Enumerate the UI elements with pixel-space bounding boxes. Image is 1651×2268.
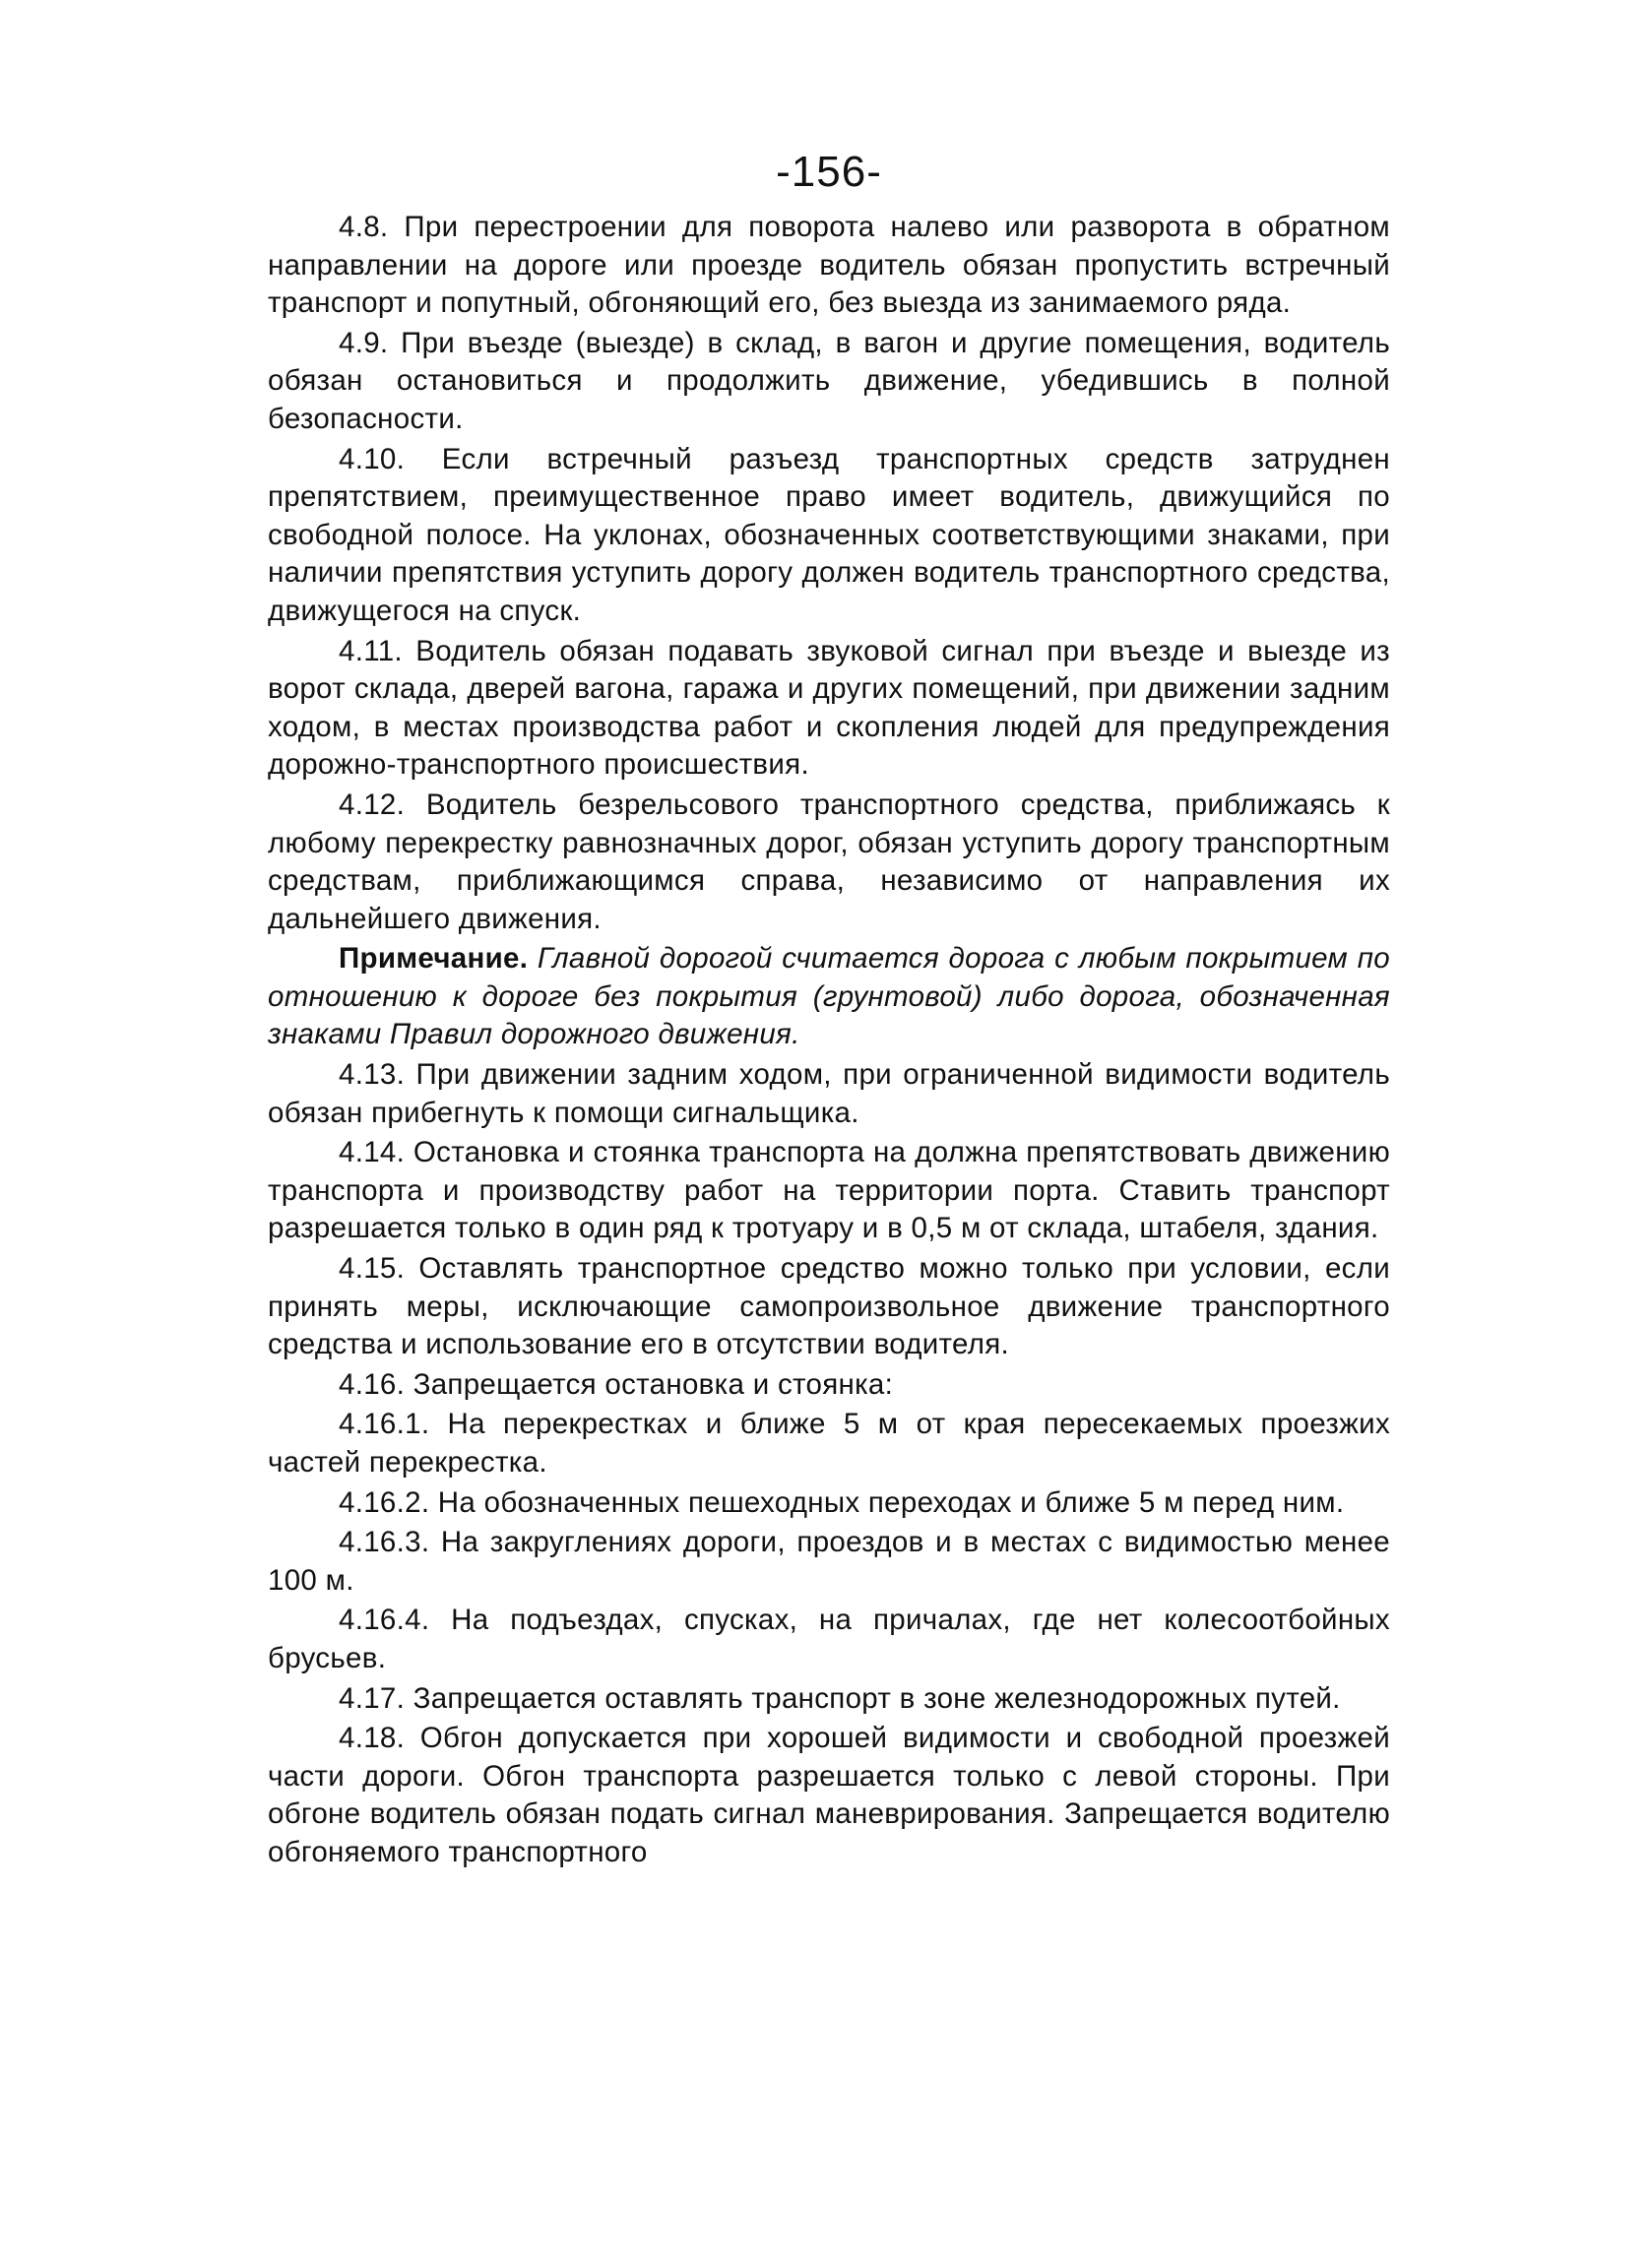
paragraph-4-9: 4.9. При въезде (выезде) в склад, в вагон и другие помещения, водитель обязан остановиться и продолжить движение, убедившись в полной безопасности. [268, 326, 1390, 435]
paragraph-4-10: 4.10. Если встречный разъезд транспортных средств затруднен препятствием, преимущественное право имеет водитель, движущийся по свободной полосе. На уклонах, обозначенных соответствующими знаками, при наличии препятствия уступить дорогу должен водитель транспортного средства, движущегося на спуск. [268, 442, 1390, 627]
note-text: Главной дорогой считается дорога с любым покрытием по отношению к дороге без покрытия (грунтовой) либо дорога, обозначенная знаками Правил дорожного движения. [268, 942, 1390, 1051]
paragraph-4-12: 4.12. Водитель безрельсового транспортного средства, приближаясь к любому перекрестку равнозначных дорог, обязан уступить дорогу транспортным средствам, приближающимся справа, независимо от направления их дальнейшего движения. [268, 788, 1390, 935]
page-number: -156- [776, 148, 882, 196]
paragraph-4-13: 4.13. При движении задним ходом, при ограниченной видимости водитель обязан прибегнуть к помощи сигнальщика. [268, 1058, 1390, 1129]
document-page [268, 148, 1390, 1874]
paragraph-4-17: 4.17. Запрещается оставлять транспорт в зоне железнодорожных путей. [339, 1681, 1341, 1715]
paragraph-4-16: 4.16. Запрещается остановка и стоянка: [339, 1367, 894, 1401]
paragraph-4-16-2: 4.16.2. На обозначенных пешеходных переходах и ближе 5 м перед ним. [339, 1485, 1345, 1519]
paragraph-4-14: 4.14. Остановка и стоянка транспорта на должна препятствовать движению транспорта и производству работ на территории порта. Ставить транспорт разрешается только в один ряд к тротуару и в 0,5 м от склада, штабеля, здания. [268, 1136, 1390, 1245]
paragraph-4-11: 4.11. Водитель обязан подавать звуковой сигнал при въезде и выезде из ворот склада, дверей вагона, гаража и других помещений, при движении задним ходом, в местах производства работ и скопления людей для предупреждения дорожно-транспортного происшествия. [268, 634, 1390, 782]
paragraph-4-15: 4.15. Оставлять транспортное средство можно только при условии, если принять меры, исключающие самопроизвольное движение транспортного средства и использование его в отсутствии водителя. [268, 1252, 1390, 1361]
note-label: Примечание. [339, 942, 529, 976]
paragraph-4-16-4: 4.16.4. На подъездах, спусках, на причалах, где нет колесоотбойных брусьев. [268, 1604, 1390, 1674]
paragraph-4-8: 4.8. При перестроении для поворота налево или разворота в обратном направлении на дороге или проезде водитель обязан пропустить встречный транспорт и попутный, обгоняющий его, без выезда из занимаемого ряда. [268, 211, 1390, 320]
paragraph-4-18: 4.18. Обгон допускается при хорошей видимости и свободной проезжей части дороги. Обгон транспорта разрешается только с левой стороны. При обгоне водитель обязан подать сигнал маневрирования. Запрещается водителю обгоняемого транспортного [268, 1722, 1390, 1868]
note-paragraph [268, 940, 1390, 1054]
paragraph-4-16-3: 4.16.3. На закруглениях дороги, проездов и в местах с видимостью менее 100 м. [268, 1526, 1390, 1597]
paragraph-4-16-1: 4.16.1. На перекрестках и ближе 5 м от края пересекаемых проезжих частей перекрестка. [268, 1408, 1390, 1479]
